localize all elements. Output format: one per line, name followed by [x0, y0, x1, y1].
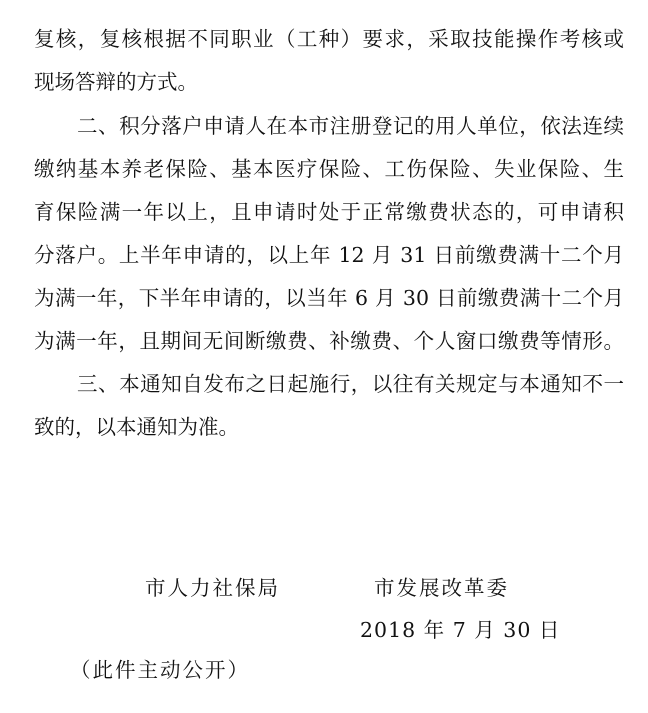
- body-line-10: 致的，以本通知为准。: [34, 415, 239, 439]
- issue-date: 2018 年 7 月 30 日: [360, 618, 561, 642]
- body-line-2: 现场答辩的方式。: [34, 70, 198, 94]
- body-line-1: 复核，复核根据不同职业（工种）要求，采取技能操作考核或: [34, 27, 624, 51]
- body-line-3: 二、积分落户申请人在本市注册登记的用人单位，依法连续: [77, 114, 624, 138]
- body-line-9: 三、本通知自发布之日起施行，以往有关规定与本通知不一: [77, 372, 624, 396]
- body-line-6: 分落户。上半年申请的，以上年 12 月 31 日前缴费满十二个月: [34, 243, 624, 267]
- issuer-right: 市发展改革委: [374, 576, 509, 600]
- disclosure-note: （此件主动公开）: [70, 658, 250, 682]
- body-line-5: 育保险满一年以上，且申请时处于正常缴费状态的，可申请积: [34, 200, 624, 224]
- issuer-left: 市人力社保局: [145, 576, 280, 600]
- body-line-7: 为满一年，下半年申请的，以当年 6 月 30 日前缴费满十二个月: [34, 286, 624, 310]
- body-line-4: 缴纳基本养老保险、基本医疗保险、工伤保险、失业保险、生: [34, 157, 624, 181]
- body-line-8: 为满一年，且期间无间断缴费、补缴费、个人窗口缴费等情形。: [34, 329, 624, 353]
